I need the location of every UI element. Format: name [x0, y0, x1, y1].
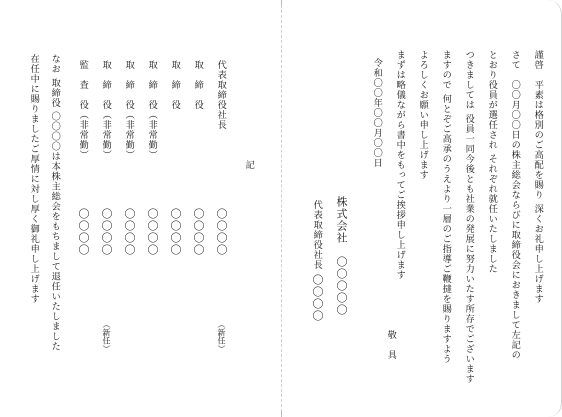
fold-mark-bottom [281, 411, 282, 417]
sender-title: 代表取締役社長 [311, 200, 323, 270]
officer-title: 取 締 役 [192, 60, 204, 110]
officer-name: 〇〇〇〇 [123, 208, 136, 256]
sender-name: 〇〇〇〇 [311, 274, 324, 322]
officer-name: 〇〇〇〇 [215, 208, 228, 256]
officer-name: 〇〇〇〇 [77, 208, 90, 256]
officer-note: （新任） [102, 320, 111, 354]
retirement-line: 在任中に賜りましたご厚情に対し厚く御礼申し上げます [28, 54, 40, 304]
officer-title: 取 締 役（非常勤） [100, 60, 112, 160]
officer-name: 〇〇〇〇 [100, 208, 113, 256]
officer-title: 監 査 役（非常勤） [77, 60, 89, 160]
letter-line: 謹啓 平素は格別のご高配を賜り 深くお礼申し上げます [532, 50, 544, 304]
officer-title: 代表取締役社長 [215, 60, 227, 130]
page-divider [281, 0, 282, 417]
sender-company: 株式会社 〇〇〇〇〇 [335, 196, 348, 316]
retirement-line: なお 取締役 〇〇〇〇は本株主総会をもちまして退任いたしました [49, 54, 61, 352]
officer-name: 〇〇〇〇 [169, 208, 182, 256]
letter-line: まずは略儀ながら書中をもってご挨拶申し上げます [394, 50, 406, 280]
letter-date: 令和〇〇年〇〇月〇〇日 [371, 58, 383, 168]
letter-line: さて 〇〇月〇〇日の株主総会ならびに取締役会におきまして左記の [509, 50, 521, 360]
officer-name: 〇〇〇〇 [146, 208, 159, 256]
letter-line: よろしくお願い申し上げます [417, 50, 429, 180]
fold-mark-top [281, 0, 282, 6]
officer-title: 取 締 役（非常勤） [123, 60, 135, 160]
officer-note: （新任） [217, 320, 226, 354]
letter-closing: 敬 具 [385, 330, 397, 360]
officer-title: 取 締 役 [169, 60, 181, 110]
letter-line: つきましては 役員一同今後とも社業の発展に努力いたす所存でございます [463, 50, 475, 384]
list-heading: 記 [243, 160, 255, 170]
letter-line: とおり役員が選任され それぞれ就任いたしました [486, 50, 498, 274]
officer-title: 取 締 役（非常勤） [146, 60, 158, 160]
letter-line: ますので 何とぞご高承のうえより一層のご指導ご鞭撻を賜りますよう [440, 50, 452, 364]
officer-name: 〇〇〇〇 [192, 208, 205, 256]
